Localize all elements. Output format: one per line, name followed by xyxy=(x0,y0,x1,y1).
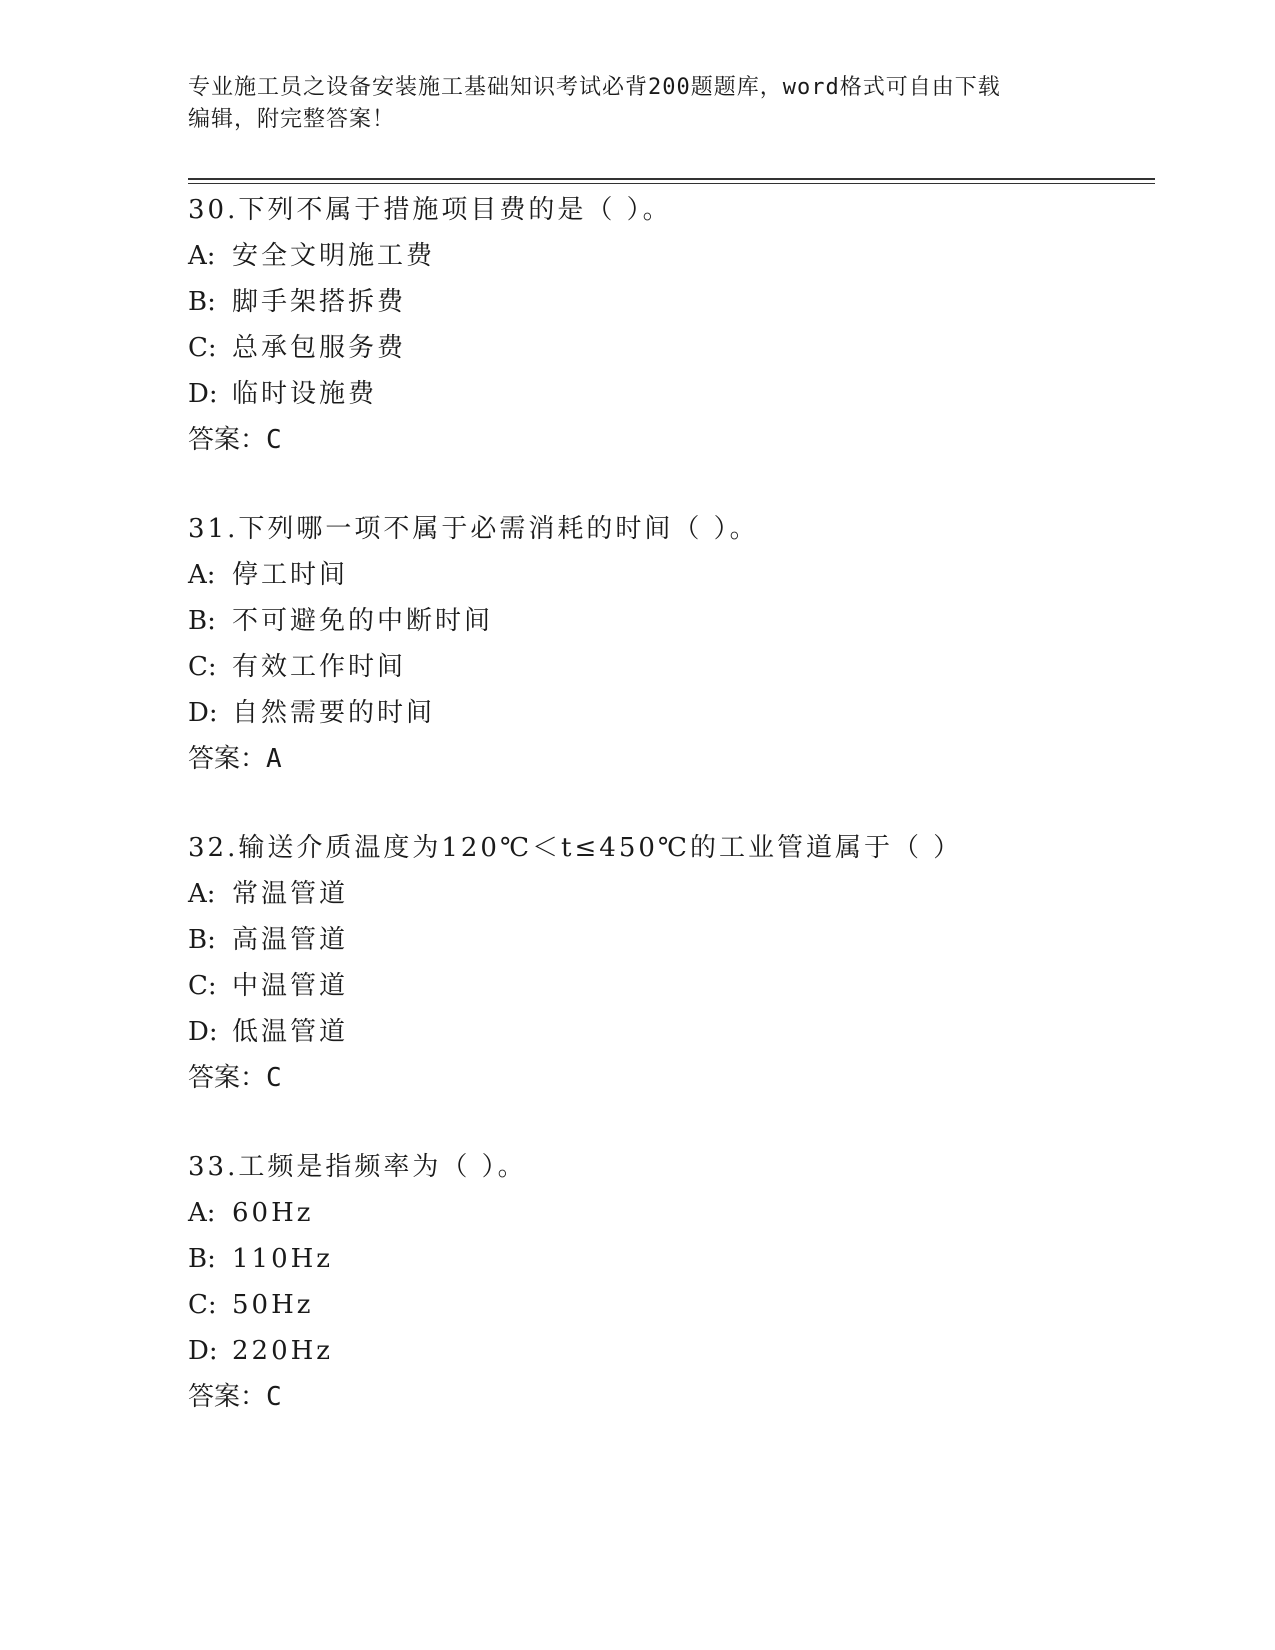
option-letter: C: xyxy=(188,652,217,682)
question-stem: 31.下列哪一项不属于必需消耗的时间（ ）。 xyxy=(188,514,759,544)
answer-value: C xyxy=(266,1382,282,1412)
option-text: 脚手架搭拆费 xyxy=(232,287,407,317)
option-text: 50Hz xyxy=(232,1290,314,1320)
question-stem: 30.下列不属于措施项目费的是（ ）。 xyxy=(188,195,672,225)
option-text: 220Hz xyxy=(232,1336,333,1366)
option-letter: D: xyxy=(188,1017,218,1047)
option-a xyxy=(188,233,1148,279)
option-letter: B: xyxy=(188,287,216,317)
option-text: 高温管道 xyxy=(232,925,349,955)
option-letter: D: xyxy=(188,698,218,728)
document-header xyxy=(188,72,1068,136)
question-31 xyxy=(188,506,1148,782)
answer-label: 答案： xyxy=(188,744,267,774)
option-text: 中温管道 xyxy=(232,971,349,1001)
option-b xyxy=(188,1236,1148,1282)
option-text: 60Hz xyxy=(232,1198,314,1228)
option-letter: C: xyxy=(188,971,217,1001)
answer-line xyxy=(188,736,1148,782)
option-c xyxy=(188,963,1148,1009)
option-letter: A: xyxy=(188,1198,216,1228)
option-b xyxy=(188,917,1148,963)
option-c xyxy=(188,1282,1148,1328)
option-text: 停工时间 xyxy=(232,560,349,590)
answer-line xyxy=(188,1374,1148,1420)
option-letter: C: xyxy=(188,333,217,363)
option-d xyxy=(188,371,1148,417)
answer-label: 答案： xyxy=(188,425,267,455)
option-text: 常温管道 xyxy=(232,879,349,909)
option-letter: A: xyxy=(188,560,216,590)
option-c xyxy=(188,644,1148,690)
option-d xyxy=(188,690,1148,736)
option-letter: A: xyxy=(188,879,216,909)
answer-label: 答案： xyxy=(188,1382,267,1412)
question-stem: 32.输送介质温度为120℃＜t≤450℃的工业管道属于（ ） xyxy=(188,833,963,863)
answer-label: 答案： xyxy=(188,1063,267,1093)
header-line-1: 专业施工员之设备安装施工基础知识考试必背200题题库，word格式可自由下载 xyxy=(188,75,1001,100)
option-letter: D: xyxy=(188,379,218,409)
option-d xyxy=(188,1009,1148,1055)
answer-line xyxy=(188,1055,1148,1101)
option-text: 自然需要的时间 xyxy=(232,698,436,728)
question-33 xyxy=(188,1144,1148,1420)
answer-value: C xyxy=(266,425,282,455)
option-letter: B: xyxy=(188,925,216,955)
answer-value: C xyxy=(266,1063,282,1093)
option-text: 临时设施费 xyxy=(232,379,378,409)
option-text: 总承包服务费 xyxy=(232,333,407,363)
option-text: 有效工作时间 xyxy=(232,652,407,682)
question-30 xyxy=(188,187,1148,463)
option-d xyxy=(188,1328,1148,1374)
question-32 xyxy=(188,825,1148,1101)
option-text: 低温管道 xyxy=(232,1017,349,1047)
answer-line xyxy=(188,417,1148,463)
option-letter: D: xyxy=(188,1336,218,1366)
option-a xyxy=(188,871,1148,917)
option-b xyxy=(188,279,1148,325)
option-c xyxy=(188,325,1148,371)
option-letter: B: xyxy=(188,1244,216,1274)
option-letter: C: xyxy=(188,1290,217,1320)
header-line-2: 编辑，附完整答案！ xyxy=(188,107,396,132)
question-stem: 33.工频是指频率为（ ）。 xyxy=(188,1152,527,1182)
option-a xyxy=(188,1190,1148,1236)
option-text: 不可避免的中断时间 xyxy=(232,606,494,636)
option-text: 安全文明施工费 xyxy=(232,241,436,271)
option-text: 110Hz xyxy=(232,1244,333,1274)
option-b xyxy=(188,598,1148,644)
option-letter: A: xyxy=(188,241,216,271)
header-divider xyxy=(188,178,1155,184)
answer-value: A xyxy=(266,744,282,774)
option-a xyxy=(188,552,1148,598)
option-letter: B: xyxy=(188,606,216,636)
